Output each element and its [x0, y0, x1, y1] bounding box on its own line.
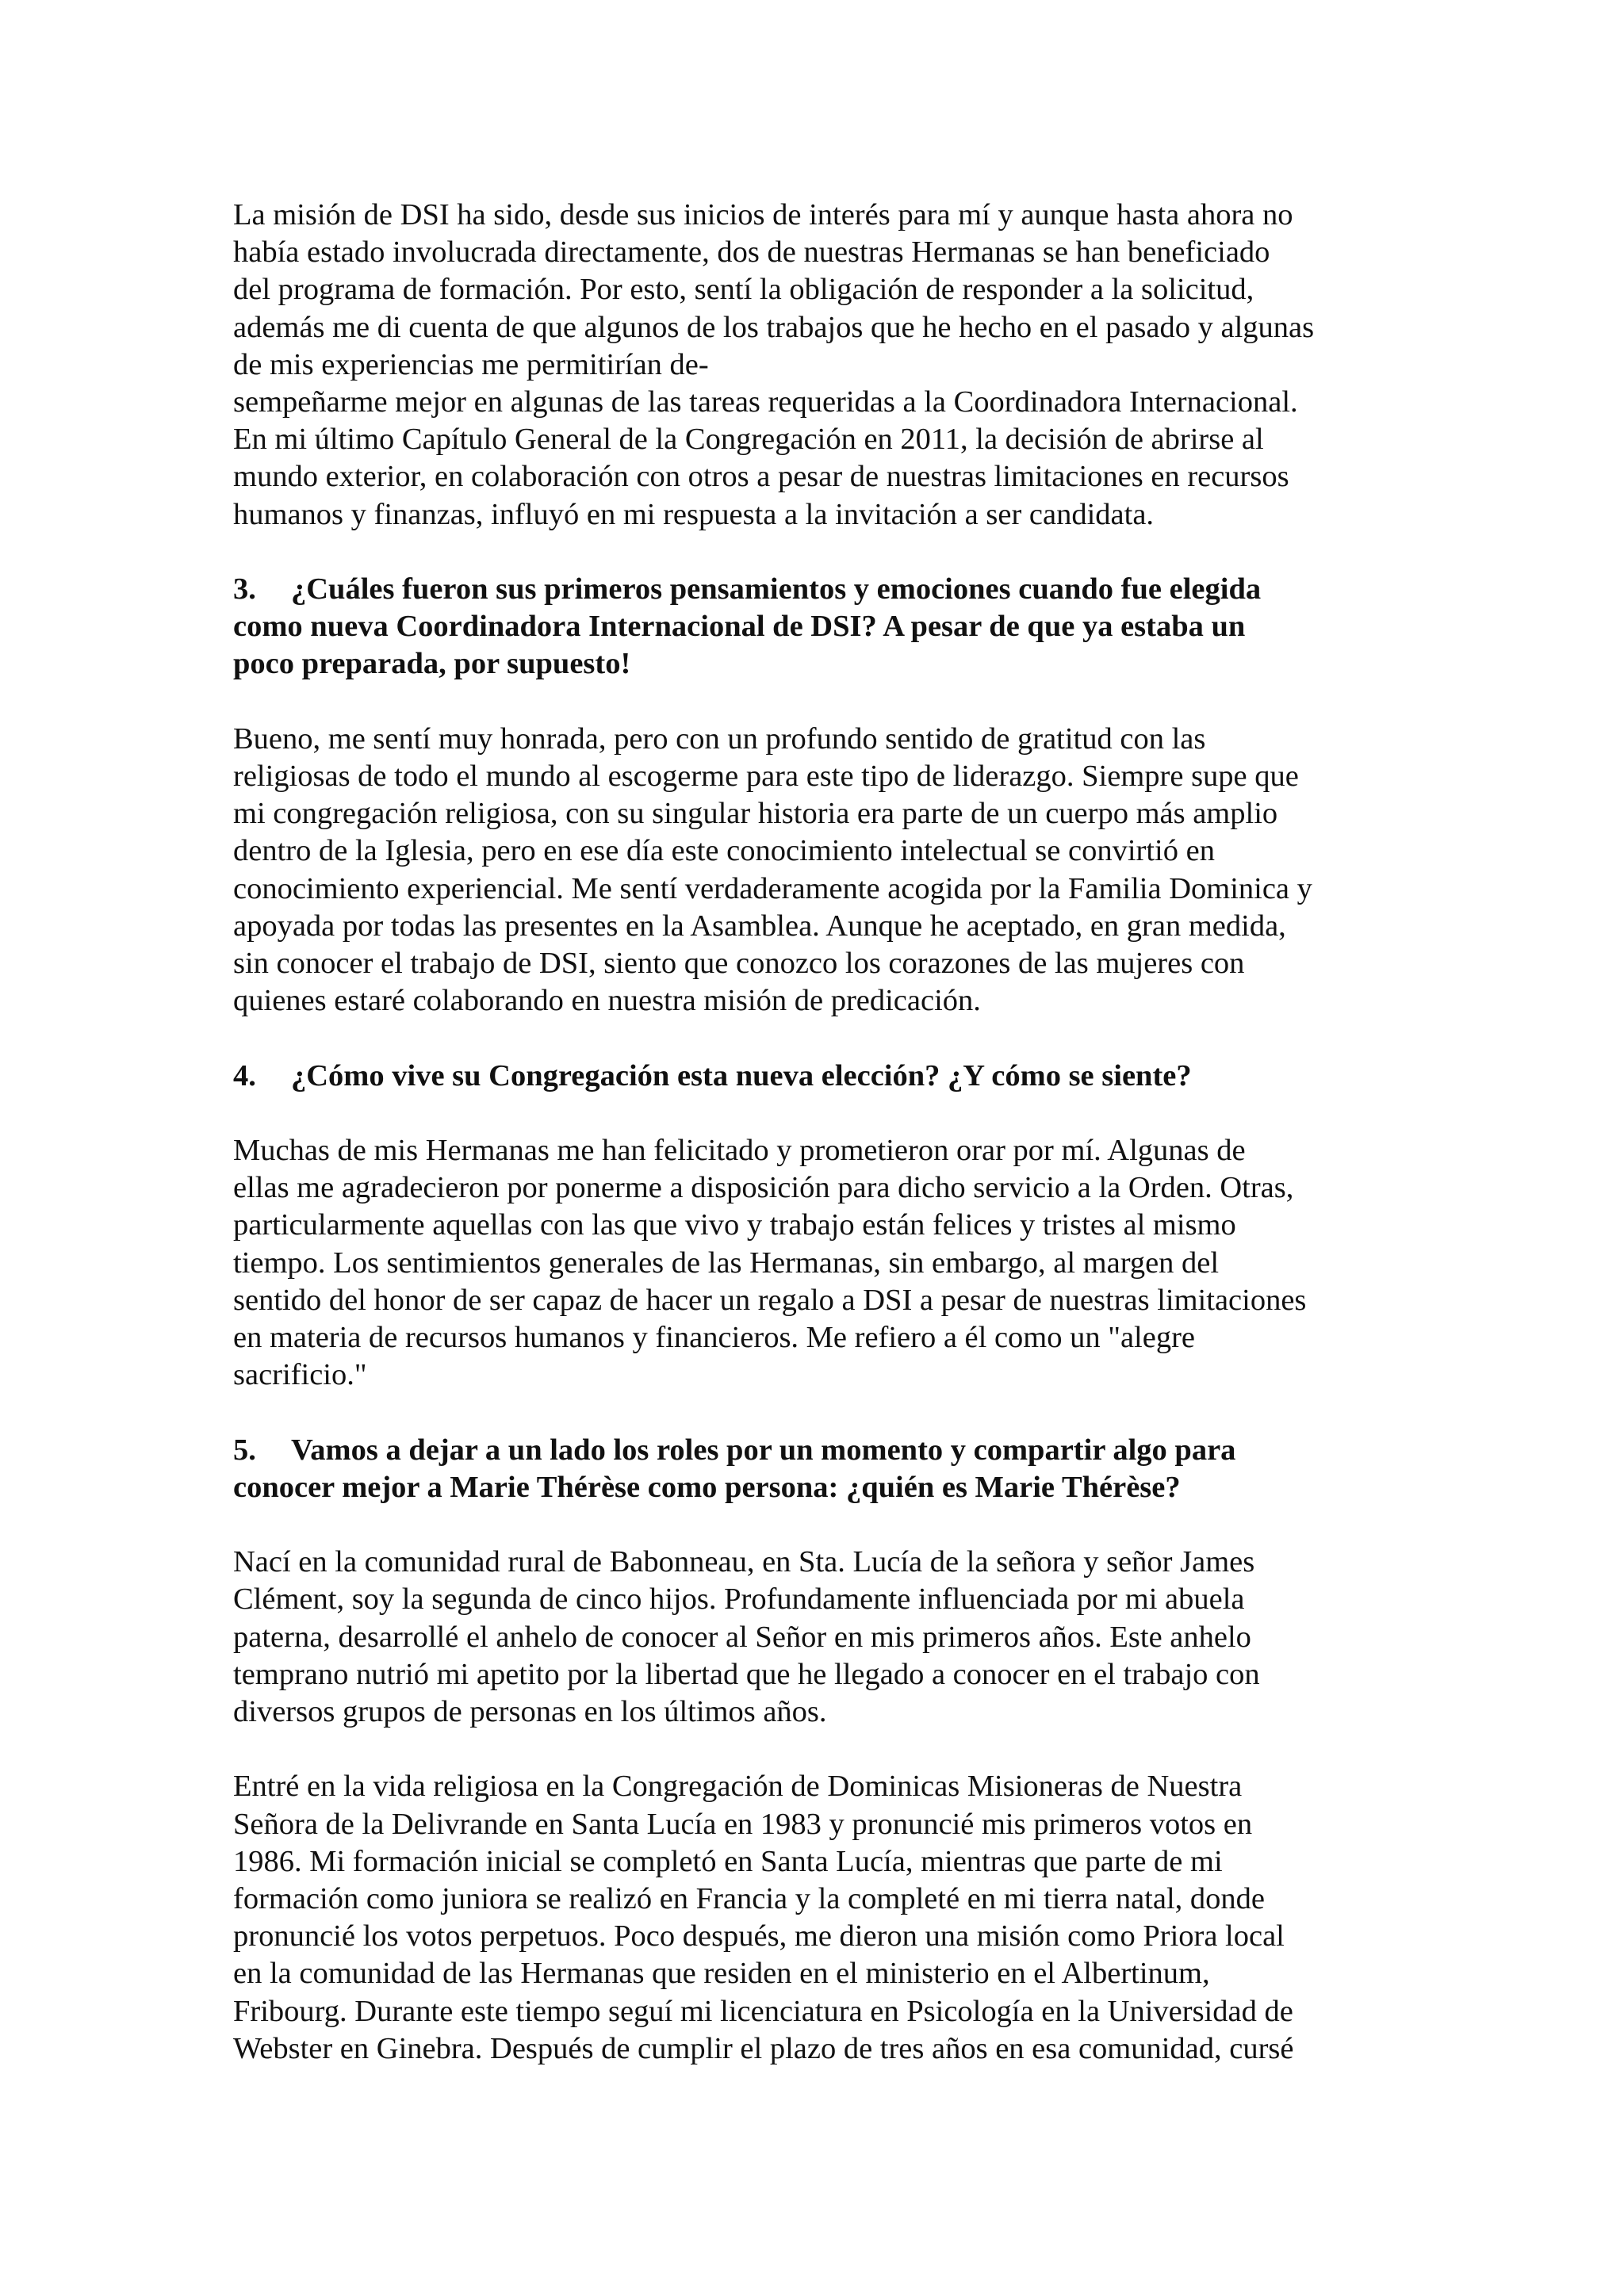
text-line: apoyada por todas las presentes en la Asamblea. Aunque he aceptado, en gran medida,	[233, 909, 1286, 943]
paragraph-answer-4	[233, 1132, 1423, 1394]
text-line: del programa de formación. Por esto, sentí la obligación de responder a la solicitud,	[233, 273, 1254, 307]
text-line: Bueno, me sentí muy honrada, pero con un profundo sentido de gratitud con las	[233, 721, 1206, 756]
text-line: sin conocer el trabajo de DSI, siento que conozco los corazones de las mujeres con	[233, 947, 1245, 981]
text-line: conocimiento experiencial. Me sentí verdaderamente acogida por la Familia Dominica y	[233, 871, 1312, 905]
text-line: diversos grupos de personas en los últimos años.	[233, 1695, 827, 1729]
text-line: Nací en la comunidad rural de Babonneau, en Sta. Lucía de la señora y señor James	[233, 1545, 1255, 1579]
question-text: ¿Cómo vive su Congregación esta nueva elección? ¿Y cómo se siente?	[291, 1058, 1192, 1093]
question-4	[233, 1058, 1423, 1095]
question-text: ¿Cuáles fueron sus primeros pensamientos y emociones cuando fue elegida	[291, 572, 1262, 607]
text-line: conocer mejor a Marie Thérèse como persona: ¿quién es Marie Thérèse?	[233, 1470, 1181, 1504]
text-line: Entré en la vida religiosa en la Congregación de Dominicas Misioneras de Nuestra	[233, 1770, 1243, 1804]
text-line: quienes estaré colaborando en nuestra misión de predicación.	[233, 984, 981, 1018]
text-line: mi congregación religiosa, con su singular historia era parte de un cuerpo más amplio	[233, 797, 1278, 831]
paragraph-dsi-mission	[233, 197, 1423, 534]
text-line: ellas me agradecieron por ponerme a disposición para dicho servicio a la Orden. Otras,	[233, 1171, 1294, 1205]
text-line	[233, 1058, 1423, 1095]
question-5	[233, 1432, 1423, 1506]
text-line	[233, 571, 1423, 608]
question-number: 3.	[233, 572, 256, 607]
text-line: religiosas de todo el mundo al escogerme para este tipo de liderazgo. Siempre supe que	[233, 760, 1299, 794]
text-line: Clément, soy la segunda de cinco hijos. Profundamente influenciada por mi abuela	[233, 1582, 1245, 1617]
text-line: sacrificio."	[233, 1358, 367, 1392]
text-line: La misión de DSI ha sido, desde sus inicios de interés para mí y aunque hasta ahora no	[233, 198, 1293, 232]
paragraph-answer-3	[233, 721, 1423, 1020]
text-line: además me di cuenta de que algunos de los trabajos que he hecho en el pasado y algunas	[233, 310, 1315, 344]
document-body	[233, 197, 1423, 2105]
text-line: en materia de recursos humanos y financieros. Me refiero a él como un "alegre	[233, 1321, 1195, 1355]
question-number: 4.	[233, 1058, 256, 1093]
question-3	[233, 571, 1423, 683]
question-text: Vamos a dejar a un lado los roles por un momento y compartir algo para	[291, 1433, 1236, 1467]
text-line: como nueva Coordinadora Internacional de DSI? A pesar de que ya estaba un	[233, 610, 1246, 644]
text-line: Señora de la Delivrande en Santa Lucía en 1983 y pronuncié mis primeros votos en	[233, 1807, 1253, 1841]
text-line: Webster en Ginebra. Después de cumplir el plazo de tres años en esa comunidad, cursé	[233, 2031, 1294, 2065]
text-line: de mis experiencias me permitirían de-	[233, 347, 709, 381]
text-line: temprano nutrió mi apetito por la libertad que he llegado a conocer en el trabajo con	[233, 1657, 1260, 1691]
text-line: tiempo. Los sentimientos generales de las Hermanas, sin embargo, al margen del	[233, 1246, 1220, 1280]
text-line: en la comunidad de las Hermanas que residen en el ministerio en el Albertinum,	[233, 1957, 1210, 1991]
paragraph-answer-5a	[233, 1544, 1423, 1731]
text-line: Muchas de mis Hermanas me han felicitado y prometieron orar por mí. Algunas de	[233, 1134, 1246, 1168]
text-line: particularmente aquellas con las que vivo y trabajo están felices y tristes al mismo	[233, 1208, 1236, 1242]
text-line: dentro de la Iglesia, pero en ese día este conocimiento intelectual se convirtió en	[233, 834, 1215, 868]
text-line: pronuncié los votos perpetuos. Poco después, me dieron una misión como Priora local	[233, 1919, 1285, 1954]
text-line: sempeñarme mejor en algunas de las tareas requeridas a la Coordinadora Internacional.	[233, 385, 1298, 419]
text-line: Fribourg. Durante este tiempo seguí mi licenciatura en Psicología en la Universidad de	[233, 1994, 1293, 2028]
text-line: había estado involucrada directamente, dos de nuestras Hermanas se han beneficiado	[233, 235, 1270, 270]
question-number: 5.	[233, 1433, 256, 1467]
text-line: mundo exterior, en colaboración con otros a pesar de nuestras limitaciones en recursos	[233, 460, 1289, 494]
text-line	[233, 1432, 1423, 1469]
text-line: formación como juniora se realizó en Francia y la completé en mi tierra natal, donde	[233, 1882, 1265, 1916]
text-line: humanos y finanzas, influyó en mi respuesta a la invitación a ser candidata.	[233, 497, 1155, 531]
text-line: paterna, desarrollé el anhelo de conocer al Señor en mis primeros años. Este anhelo	[233, 1620, 1251, 1654]
text-line: sentido del honor de ser capaz de hacer un regalo a DSI a pesar de nuestras limitaciones	[233, 1283, 1307, 1317]
text-line: poco preparada, por supuesto!	[233, 647, 631, 681]
text-line: En mi último Capítulo General de la Congregación en 2011, la decisión de abrirse al	[233, 423, 1264, 457]
text-line: 1986. Mi formación inicial se completó en Santa Lucía, mientras que parte de mi	[233, 1844, 1223, 1878]
paragraph-answer-5b	[233, 1768, 1423, 2068]
